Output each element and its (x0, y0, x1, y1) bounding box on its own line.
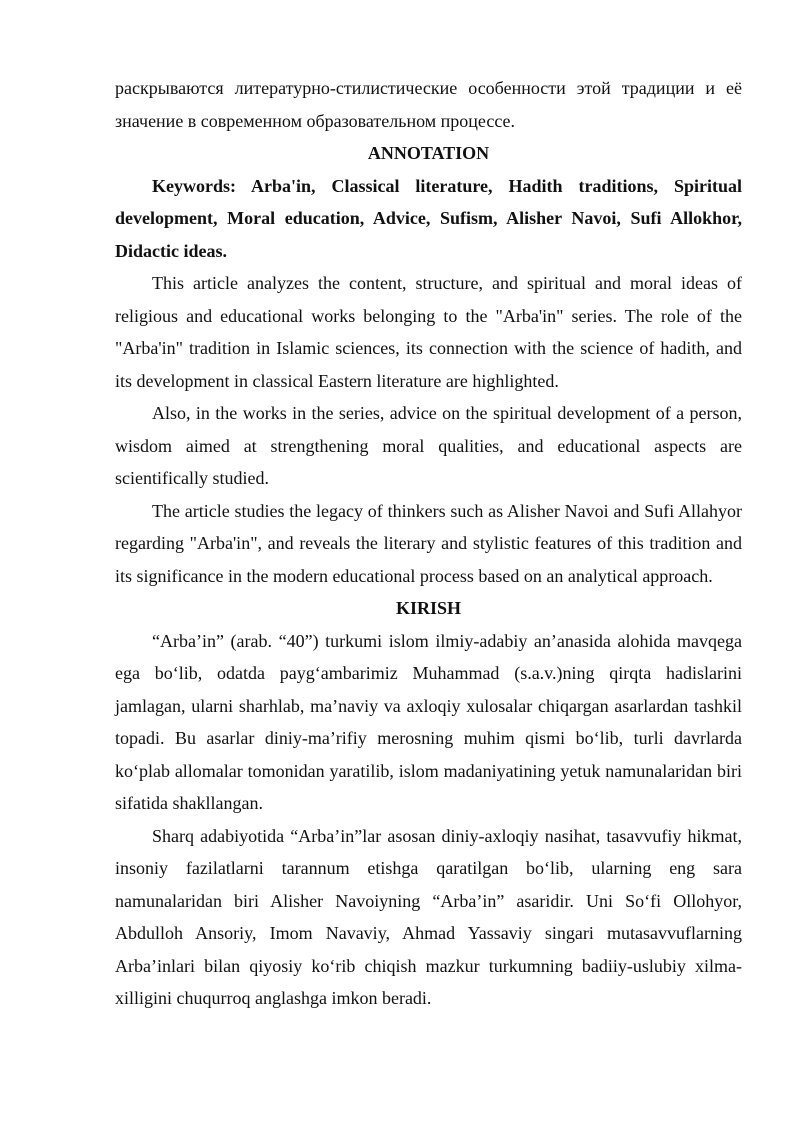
introduction-paragraph-2: Sharq adabiyotida “Arba’in”lar asosan diniy-axloqiy nasihat, tasavvufiy hikmat, insoniy fazilatlarni tarannum etishga qaratilgan bo‘lib, ularning eng sara namunalaridan biri Alisher Navoiyning “Arba’in” asaridir. Uni So‘fi Ollohyor, Abdulloh Ansoriy, Imom Navaviy, Ahmad Yassaviy singari mutasavvuflarning Arba’inlari bilan qiyosiy ko‘rib chiqish mazkur turkumning badiiy-uslubiy xilma-xilligini chuqurroq anglashga imkon beradi. (115, 825, 742, 1008)
keywords-paragraph: Keywords: Arba'in, Classical literature, Hadith traditions, Spiritual development, Moral education, Advice, Sufism, Alisher Navoi, Sufi Allokhor, Didactic ideas. (115, 175, 742, 261)
kirish-heading: KIRISH (395, 598, 462, 618)
english-abstract-paragraph-3: The article studies the legacy of thinkers such as Alisher Navoi and Sufi Allahyor regarding "Arba'in", and reveals the literary and stylistic features of this tradition and its significance in the modern educational process based on an analytical approach. (115, 500, 742, 586)
english-abstract-paragraph-2: Also, in the works in the series, advice on the spiritual development of a person, wisdom aimed at strengthening moral qualities, and educational aspects are scientifically studied. (115, 403, 742, 488)
introduction-paragraph-1: “Arba’in” (arab. “40”) turkumi islom ilmiy-adabiy an’anasida alohida mavqega ega bo‘lib, odatda payg‘ambarimiz Muhammad (s.a.v.)ning qirqta hadislarini jamlagan, ularni sharhlab, ma’naviy va axloqiy xulosalar chiqargan asarlardan tashkil topadi. Bu asarlar diniy-ma’rifiy merosning muhim qismi bo‘lib, turli davrlarda ko‘plab allomalar tomonidan yaratilib, islom madaniyatining yetuk namunalaridan biri sifatida shakllangan. (115, 630, 742, 813)
english-abstract-paragraph-1: This article analyzes the content, structure, and spiritual and moral ideas of religious and educational works belonging to the "Arba'in" series. The role of the "Arba'in" tradition in Islamic sciences, its connection with the science of hadith, and its development in classical Eastern literature are highlighted. (115, 273, 742, 391)
russian-abstract-continuation: раскрываются литературно-стилистические особенности этой традиции и её значение в современном образовательном процессе. (115, 78, 742, 131)
annotation-heading: ANNOTATION (367, 143, 490, 163)
